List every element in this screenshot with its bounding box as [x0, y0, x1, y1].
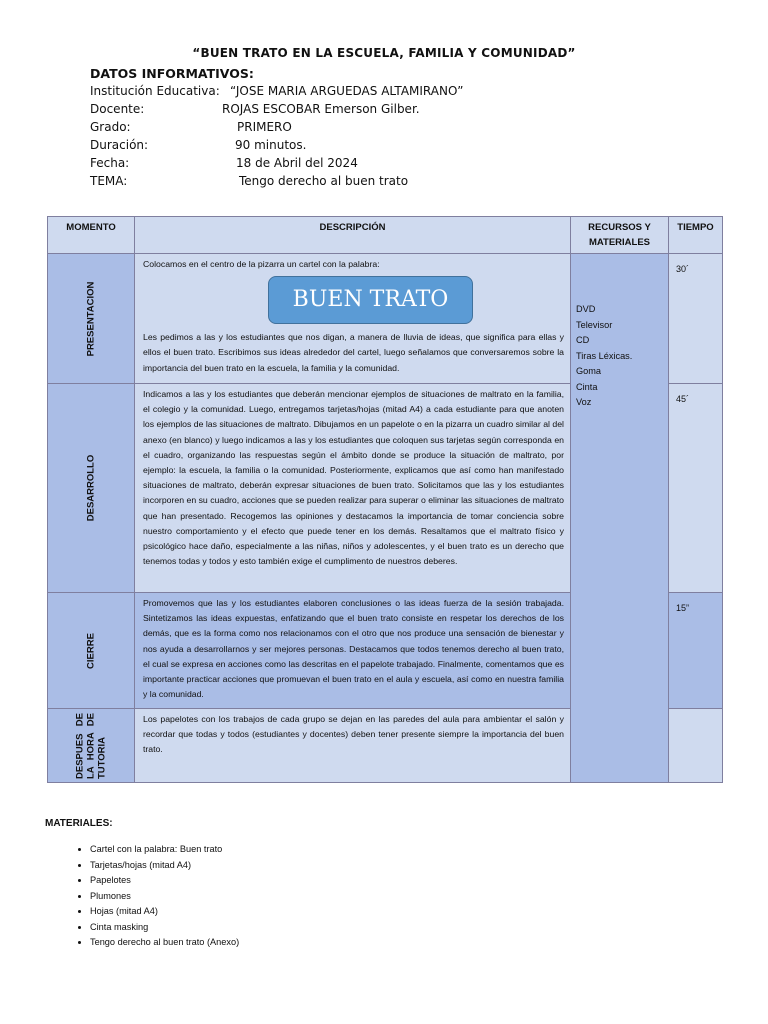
- materiales-heading: MATERIALES:: [45, 818, 113, 829]
- momento-label: DESPUES DE LA HORA DE TUTORIA: [74, 712, 108, 779]
- header-descripcion: DESCRIPCIÓN: [135, 217, 571, 254]
- tema-label: TEMA:: [90, 174, 128, 188]
- desarrollo-text: Indicamos a las y los estudiantes que deberán mencionar ejemplos de situaciones de maltrato en la familia, el colegio y la comunidad. Luego, entregamos tarjetas/hojas (mitad A4) a cada estudiante para que anoten los ejemplos de las situaciones de maltrato. Dibujamos en un papelote o en la pizarra un cuadro similar al del anexo (en blanco) y luego indicamos a las y los estudiantes que coloquen sus tarjetas según corresponda en el cuadro, organizando las respuestas según el ámbito donde se produce la situación de maltrato, por ejemplo: la escuela, la familia o la comunidad. Posteriormente, explicamos que así como han manifestado situaciones de maltrato, deberán expresar situaciones de buen trato. Solicitamos que las y los estudiantes incorporen en su cuadro, acciones que se pueden realizar para superar o eliminar las situaciones de maltrato que han presentado. Recogemos las opiniones y destacamos la importancia de tomar conciencia sobre nuestro comportamiento y el efecto que puede tener en los demás. Resaltamos que el maltrato físico y psicológico hace daño, especialmente a las niñas, niños y adolescentes, y el buen trato es un derecho que tenemos todas y todos y esto también exige el cumplimento de nuestros deberes.: [143, 389, 564, 567]
- momento-label: PRESENTACION: [85, 281, 97, 356]
- table-row: [48, 254, 723, 384]
- list-item: • Tengo derecho al buen trato (Anexo): [90, 935, 239, 951]
- list-item: • Papelotes: [90, 873, 239, 889]
- info-row-duracion: [90, 138, 307, 152]
- tiempo-cell: [669, 709, 723, 783]
- header-momento: MOMENTO: [48, 217, 135, 254]
- fecha-label: Fecha:: [90, 156, 130, 170]
- header-tiempo: TIEMPO: [669, 217, 723, 254]
- docente-value: ROJAS ESCOBAR Emerson Gilber.: [222, 102, 420, 116]
- info-row-grado: [90, 120, 292, 134]
- presentacion-text: Les pedimos a las y los estudiantes que nos digan, a manera de lluvia de ideas, que significa para ellas y ellos el buen trato. Escribimos sus ideas alrededor del cartel, luego señalamos que conversaremos sobre la importancia del buen trato en la escuela, la familia y la comunidad.: [143, 332, 564, 373]
- duracion-value: 90 minutos.: [235, 138, 307, 152]
- info-heading: DATOS INFORMATIVOS:: [90, 66, 254, 81]
- institucion-label: Institución Educativa:: [90, 84, 220, 98]
- session-table: [47, 216, 723, 783]
- recursos-list: [571, 254, 668, 411]
- duracion-label: Duración:: [90, 138, 149, 152]
- momento-cell: [48, 593, 135, 709]
- cartel-wrap: [135, 272, 570, 330]
- presentacion-intro: Colocamos en el centro de la pizarra un cartel con la palabra:: [143, 259, 380, 269]
- materiales-list: [52, 842, 239, 951]
- momento-cell: [48, 254, 135, 384]
- recurso-item: CD: [576, 335, 590, 345]
- list-item: • Cinta masking: [90, 920, 239, 936]
- buen-trato-cartel: BUEN TRATO: [268, 276, 473, 324]
- recursos-cell: [571, 254, 669, 783]
- cierre-text: Promovemos que las y los estudiantes elaboren conclusiones o las ideas fuerza de la sesión trabajada. Sintetizamos las ideas expuestas, enfatizando que el buen trato consiste en respetar los derechos de los demás, que es la forma como nos relacionamos con el otro que nos produce una sensación de bienestar y nos ayuda a desarrollarnos y ser mejores personas. Destacamos que todos tenemos derecho al buen trato, el cual se expresa en acciones como las descritas en el papelote trabajado. Finalmente, comentamos que es importante practicar acciones que promuevan el buen trato en el aula y escuela, así como en nuestra familia y la comunidad.: [143, 598, 564, 700]
- list-item: • Tarjetas/hojas (mitad A4): [90, 858, 239, 874]
- tema-value: Tengo derecho al buen trato: [239, 174, 409, 188]
- momento-label: DESARROLLO: [85, 454, 97, 522]
- grado-value: PRIMERO: [237, 120, 292, 134]
- info-row-institucion: [90, 84, 464, 98]
- docente-label: Docente:: [90, 102, 145, 116]
- descripcion-cell: [135, 593, 571, 709]
- recurso-item: Goma: [576, 366, 602, 376]
- tiempo-cell: 45´: [669, 384, 723, 593]
- descripcion-cell: [135, 254, 571, 384]
- momento-cell: [48, 384, 135, 593]
- table-header-row: [48, 217, 723, 254]
- tiempo-cell: 15”: [669, 593, 723, 709]
- info-row-docente: [90, 102, 420, 116]
- institucion-value: “JOSE MARIA ARGUEDAS ALTAMIRANO”: [230, 84, 464, 98]
- grado-label: Grado:: [90, 120, 131, 134]
- despues-text: Los papelotes con los trabajos de cada grupo se dejan en las paredes del aula para ambientar el salón y recordar que todas y todos (estudiantes y docentes) deben tener presente siempre la importancia del buen trato.: [143, 714, 564, 755]
- fecha-value: 18 de Abril del 2024: [236, 156, 358, 170]
- recurso-item: Televisor: [576, 319, 613, 330]
- list-item: • Plumones: [90, 889, 239, 905]
- recurso-item: Tiras Léxicas.: [576, 350, 633, 361]
- list-item: • Cartel con la palabra: Buen trato: [90, 842, 239, 858]
- recurso-item: DVD: [576, 304, 596, 314]
- momento-label: CIERRE: [85, 632, 97, 669]
- document-title: “BUEN TRATO EN LA ESCUELA, FAMILIA Y COMUNIDAD”: [192, 46, 576, 60]
- info-row-tema: [90, 174, 409, 188]
- list-item: • Hojas (mitad A4): [90, 904, 239, 920]
- descripcion-cell: [135, 384, 571, 593]
- momento-cell: [48, 709, 135, 783]
- tiempo-cell: 30´: [669, 254, 723, 384]
- header-recursos: RECURSOS Y MATERIALES: [571, 217, 669, 254]
- recurso-item: Voz: [576, 397, 592, 407]
- descripcion-cell: [135, 709, 571, 783]
- info-row-fecha: [90, 156, 358, 170]
- recurso-item: Cinta: [576, 381, 598, 392]
